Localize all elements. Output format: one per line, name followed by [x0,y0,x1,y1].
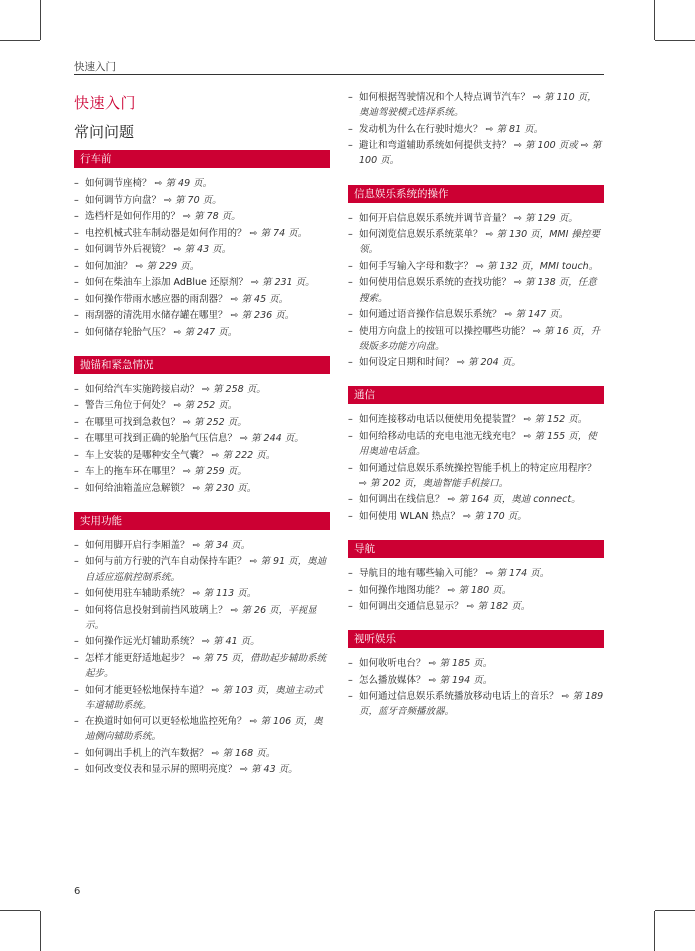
page-reference-link[interactable]: 第 236 页。 [241,310,295,321]
right-column [348,90,604,736]
right-arrow-icon: ⇨ [485,229,497,241]
section-heading: 信息娱乐系统的操作 [348,185,604,203]
right-arrow-icon: ⇨ [523,430,535,442]
question-text: 如何连接移动电话以便使用免提装置？ [359,414,524,426]
right-arrow-icon: ⇨ [202,383,214,395]
page-reference-link[interactable]: 第 194 页。 [439,674,493,686]
page-title: 快速入门 [74,94,137,112]
list-item [74,634,330,649]
list-item [348,566,604,581]
right-arrow-icon: ⇨ [447,584,459,596]
list-item [74,714,330,744]
list-item [348,429,604,459]
right-arrow-icon: ⇨ [561,691,573,703]
right-arrow-icon: ⇨ [533,92,545,103]
right-arrow-icon: ⇨ [135,260,147,272]
page-reference-link[interactable]: 第 16 页，升级版多功能方向盘。 [359,325,601,352]
list-item [348,90,604,120]
crop-mark [0,910,40,911]
list-item [74,538,330,553]
list-item [74,683,330,713]
page-reference-link[interactable]: 第 26 页，平视显示。 [85,604,317,631]
right-arrow-icon: ⇨ [466,601,478,613]
right-arrow-icon: ⇨ [249,716,261,728]
page-reference-link[interactable]: 第 132 页，MMI touch。 [487,260,599,272]
list-item [74,481,330,496]
right-arrow-icon: ⇨ [514,140,526,152]
right-arrow-icon: ⇨ [485,123,497,135]
list-item [74,308,330,323]
right-arrow-icon: ⇨ [428,658,440,670]
list-item [74,275,330,290]
right-arrow-icon: ⇨ [504,309,516,321]
page-reference-link[interactable]: 第 129 页。 [525,212,578,224]
question-text: 如何调出交通信息显示？ [359,601,467,613]
page-reference-link[interactable]: 第 78 页。 [194,211,241,222]
page-reference-link[interactable]: 第 152 页。 [534,414,588,426]
right-arrow-icon: ⇨ [533,325,545,337]
question-text: 如何调节方向盘？ [85,194,165,206]
list-item [74,651,330,681]
right-arrow-icon: ⇨ [240,433,252,445]
list-item [348,275,604,305]
page-reference-link[interactable]: 第 106 页，奥迪侧向辅助系统。 [85,716,323,743]
crop-mark [655,910,695,911]
page-reference-link[interactable]: 第 185 页。 [439,658,493,670]
header-rule [74,74,604,75]
section-heading: 导航 [348,540,604,558]
list-item [348,324,604,354]
list-item [74,209,330,224]
right-arrow-icon: ⇨ [230,604,242,616]
question-text: 使用方向盘上的按钮可以操控哪些功能？ [359,325,534,337]
page-reference-link[interactable]: 第 164 页，奥迪 connect。 [458,494,581,506]
question-text: 如何将信息投射到前挡风玻璃上？ [85,604,231,616]
list-item [348,689,604,719]
page-reference-link[interactable]: 第 170 页。 [474,510,527,522]
right-arrow-icon: ⇨ [580,140,592,152]
right-arrow-icon: ⇨ [173,326,185,338]
question-text: 如何加油？ [85,260,136,272]
list-item [348,412,604,427]
right-arrow-icon: ⇨ [250,277,262,288]
page-number: 6 [74,886,81,897]
page-reference-link[interactable]: 第 41 页。 [213,636,260,648]
list-item [74,762,330,777]
right-arrow-icon: ⇨ [447,494,459,506]
page-reference-link[interactable]: 第 49 页。 [165,178,213,189]
running-header: 快速入门 [74,61,116,73]
question-text: 如何调节座椅？ [85,178,155,189]
list-item [348,583,604,598]
list-item [348,656,604,671]
list-item [74,464,330,479]
question-text: 导航目的地有哪些输入可能？ [359,568,486,580]
page-reference-link[interactable]: 第 230 页。 [203,482,257,494]
question-text: 警告三角位于何处？ [85,400,174,412]
question-list [348,566,604,614]
right-arrow-icon: ⇨ [211,684,223,696]
crop-mark [654,0,655,40]
right-arrow-icon: ⇨ [211,747,223,759]
page-reference-link[interactable]: 第 45 页。 [241,293,289,305]
right-arrow-icon: ⇨ [164,194,176,206]
right-arrow-icon: ⇨ [523,414,535,426]
list-item [74,415,330,430]
page-reference-link[interactable]: 第 168 页。 [222,747,276,759]
right-arrow-icon: ⇨ [192,482,204,494]
page-reference-link[interactable]: 第 70 页。 [175,194,222,206]
question-text: 选档杆是如何作用的？ [85,211,184,222]
question-text: 如何与前方行驶的汽车自动保持车距？ [85,556,250,568]
list-item [348,227,604,257]
question-text: 如何操作带雨水感应器的雨刮器？ [85,293,231,305]
right-arrow-icon: ⇨ [249,556,261,568]
list-item [74,586,330,601]
right-arrow-icon: ⇨ [202,636,214,648]
list-item [348,509,604,524]
question-text: 车上的拖车环在哪里？ [85,466,184,478]
question-text: 在哪里可找到正确的轮胎气压信息？ [85,433,241,445]
list-item [348,492,604,507]
question-text: 车上安装的是哪种安全气囊？ [85,449,212,461]
question-text: 如何使用信息娱乐系统的查找功能？ [359,277,515,289]
left-column [74,90,330,794]
question-text: 如何给汽车实施跨接启动？ [85,383,203,395]
page-reference-link[interactable]: 第 74 页。 [260,227,308,239]
list-item [74,746,330,761]
question-text: 如何通过信息娱乐系统操控智能手机上的特定应用程序？ [359,462,597,474]
question-text: 雨刮器的清洗用水储存罐在哪里？ [85,310,231,321]
page-reference-link[interactable]: 第 110 页，奥迪驾驶模式选择系统。 [359,92,597,119]
right-arrow-icon: ⇨ [192,588,204,600]
page-reference-link[interactable]: 第 202 页，奥迪智能手机接口。 [369,477,509,489]
left-sections [74,150,330,778]
question-text: 如何储存轮胎气压？ [85,326,174,338]
crop-mark [40,911,41,951]
right-arrow-icon: ⇨ [230,310,242,321]
list-item [74,259,330,274]
page-reference-link[interactable]: 第 189 页，蓝牙音频播放器。 [359,691,604,718]
question-text: 如何手写输入字母和数字？ [359,260,477,272]
question-text: 如何使用驻车辅助系统？ [85,588,193,600]
list-item [74,398,330,413]
page-reference-link[interactable]: 第 43 页。 [251,764,298,776]
question-list [348,656,604,719]
page-reference-link[interactable]: 第 43 页。 [184,244,232,255]
right-arrow-icon: ⇨ [476,260,488,272]
right-arrow-icon: ⇨ [249,227,261,239]
right-arrow-icon: ⇨ [211,449,223,461]
question-text: 如何调出在线信息？ [359,494,448,506]
page-reference-link[interactable]: 第 147 页。 [515,309,569,321]
question-text: 如何浏览信息娱乐系统菜单？ [359,229,486,241]
right-arrow-icon: ⇨ [240,764,252,776]
page-reference-link[interactable]: 第 113 页。 [203,588,257,600]
question-text: 如何操作地图功能？ [359,584,448,596]
page-reference-link[interactable]: 第 258 页。 [213,383,266,395]
crop-mark [40,0,41,40]
list-item [74,242,330,257]
right-arrow-icon: ⇨ [192,539,204,551]
page-reference-link[interactable]: 第 252 页。 [184,400,238,412]
page-reference-link[interactable]: 第 259 页。 [194,466,247,478]
page-reference-link[interactable]: 第 244 页。 [251,433,304,445]
crop-mark [655,40,695,41]
question-list [348,211,604,371]
right-arrow-icon: ⇨ [183,466,195,478]
question-text: 如何操作远光灯辅助系统？ [85,636,203,648]
right-arrow-icon: ⇨ [514,212,526,224]
page-reference-link[interactable]: 第 34 页。 [203,539,251,551]
list-item [74,226,330,241]
list-item [74,448,330,463]
page-subtitle: 常问问题 [74,123,135,141]
page-reference-link[interactable]: 第 138 页，任意搜索。 [359,277,597,304]
section-heading: 抛锚和紧急情况 [74,356,330,374]
page-reference-link[interactable]: 第 174 页。 [496,568,550,580]
question-list [74,538,330,778]
page-reference-link[interactable]: 第 103 页，奥迪主动式车道辅助系统。 [85,684,323,711]
list-item [348,307,604,322]
section-heading: 视听娱乐 [348,630,604,648]
page-reference-link[interactable]: 第 222 页。 [222,449,276,461]
question-text: 如何收听电台？ [359,658,429,670]
question-list [348,412,604,524]
list-item [74,382,330,397]
right-arrow-icon: ⇨ [359,477,370,489]
question-text: 怎样才能更舒适地起步？ [85,652,193,664]
page-reference-link[interactable]: 第 100 页。 [359,140,602,167]
crop-mark [654,911,655,951]
question-text: 发动机为什么在行驶时熄火？ [359,123,486,135]
list-item [74,554,330,584]
page-reference-link[interactable]: 第 231 页。 [261,277,315,288]
page-reference-link[interactable]: 第 155 页，使用奥迪电话盒。 [359,430,597,458]
question-text: 如何调节外后视镜？ [85,244,174,255]
right-arrow-icon: ⇨ [154,178,166,189]
right-arrow-icon: ⇨ [192,652,204,664]
list-item [348,259,604,274]
question-text: 如何使用 WLAN 热点？ [359,510,464,522]
page-reference-link[interactable]: 第 75 页，借助起步辅助系统起步。 [85,652,327,680]
section-heading: 行车前 [74,150,330,168]
list-item [348,673,604,688]
right-arrow-icon: ⇨ [183,416,195,428]
question-text: 在换道时如何可以更轻松地监控死角？ [85,716,250,728]
list-item [348,138,604,168]
question-text: 如何在柴油车上添加 AdBlue 还原剂？ [85,277,251,288]
right-sections [348,90,604,720]
right-arrow-icon: ⇨ [428,674,440,686]
list-item [348,599,604,614]
question-text: 如何开启信息娱乐系统并调节音量？ [359,212,515,224]
list-item [348,461,604,491]
section-heading: 实用功能 [74,512,330,530]
question-text: 如何调出手机上的汽车数据？ [85,747,212,759]
page-reference-link[interactable]: 第 182 页。 [477,601,531,613]
list-item [74,176,330,191]
question-text: 如何用脚开启行李厢盖？ [85,539,193,551]
question-list [74,176,330,340]
page-reference-link[interactable]: 第 130 页，MMI 操控要领。 [359,229,600,256]
right-arrow-icon: ⇨ [183,211,195,222]
right-arrow-icon: ⇨ [463,510,475,522]
right-arrow-icon: ⇨ [173,400,185,412]
question-text: 电控机械式驻车制动器是如何作用的？ [85,227,250,239]
page-reference-link[interactable]: 第 247 页。 [184,326,238,338]
list-item [348,211,604,226]
list-item [74,431,330,446]
question-text: 怎么播放媒体？ [359,674,429,686]
question-text: 如何设定日期和时间？ [359,357,458,369]
right-arrow-icon: ⇨ [457,357,469,369]
right-arrow-icon: ⇨ [514,277,526,289]
question-list [74,382,330,496]
section-heading: 通信 [348,386,604,404]
page-reference-link[interactable]: 第 180 页。 [458,584,512,596]
question-text: 避让和弯道辅助系统如何提供支持？ [359,140,515,152]
question-text: 如何给油箱盖应急解锁？ [85,482,193,494]
page-reference-link[interactable]: 第 91 页，奥迪自适应巡航控制系统。 [85,556,327,583]
question-text: 如何通过信息娱乐系统播放移动电话上的音乐？ [359,691,562,703]
list-item [74,603,330,633]
right-arrow-icon: ⇨ [230,293,242,305]
page-reference-link[interactable]: 第 81 页。 [496,123,544,135]
list-item [74,325,330,340]
list-item [348,355,604,370]
question-text: 如何才能更轻松地保持车道？ [85,684,212,696]
question-list [348,90,604,169]
page-reference-link[interactable]: 第 252 页。 [194,416,247,428]
page-reference-link[interactable]: 第 100 页或 [525,140,578,152]
list-item [348,122,604,137]
list-item [74,292,330,307]
page-reference-link[interactable]: 第 229 页。 [146,260,200,272]
page-reference-link[interactable]: 第 204 页。 [468,357,521,369]
list-item [74,193,330,208]
question-text: 如何给移动电话的充电电池无线充电？ [359,430,524,442]
question-text: 如何改变仪表和显示屏的照明亮度？ [85,764,241,776]
question-text: 如何通过语音操作信息娱乐系统？ [359,309,505,321]
right-arrow-icon: ⇨ [485,568,497,580]
question-text: 在哪里可找到急救包？ [85,416,184,428]
right-arrow-icon: ⇨ [173,244,185,255]
crop-mark [0,40,40,41]
question-text: 如何根据驾驶情况和个人特点调节汽车？ [359,92,534,103]
